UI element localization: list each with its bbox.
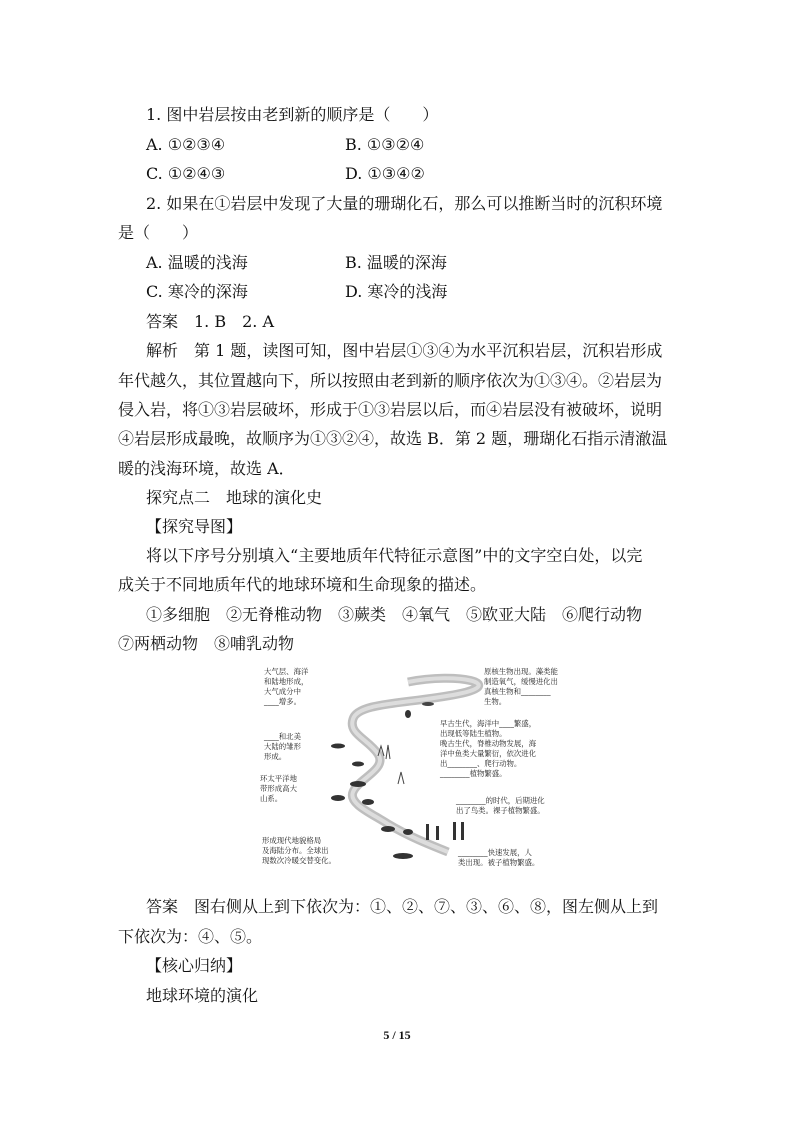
question-2-option-b: B. 温暖的深海 [345, 253, 447, 272]
question-1-option-d: D. ①③④② [345, 164, 425, 183]
options-line: ①多细胞 ②无脊椎动物 ③蕨类 ④氧气 ⑤欧亚大陆 ⑥爬行动物 [146, 605, 643, 624]
mammal-icon [403, 829, 413, 835]
core-subtitle: 地球环境的演化 [146, 986, 259, 1005]
core-title: 【核心归纳】 [146, 956, 243, 975]
geologic-time-figure [258, 664, 576, 876]
question-1-option-b: B. ①③②④ [345, 135, 425, 154]
question-2-option-a: A. 温暖的浅海 [146, 253, 248, 272]
human-icon [461, 822, 464, 840]
guide-text: 将以下序号分别填入“主要地质年代特征示意图”中的文字空白处，以完 [146, 546, 643, 565]
question-2-option-d: D. 寒冷的浅海 [345, 282, 448, 301]
planet-icon [405, 710, 411, 718]
mammal-icon [381, 826, 395, 832]
human-icon [436, 826, 439, 840]
figure-label-right-top: 原核生物出现。藻类能 制造氧气，缓慢进化出 真核生物和________ 生物。 [484, 667, 558, 706]
dinosaur-icon [331, 795, 345, 801]
figure-label-left-mid2: 环太平洋地 带形成高大 山系。 [260, 774, 297, 803]
question-2-option-c: C. 寒冷的深海 [146, 282, 248, 301]
figure-label-left-top: 大气层、海洋 和陆地形成， 大气成分中 ____增多。 [264, 667, 309, 706]
fish-icon [422, 702, 434, 706]
answer-1: 答案 1. B 2. A [146, 312, 275, 331]
analysis-line: 暖的浅海环境，故选 A． [118, 459, 295, 478]
section-title: 探究点二 地球的演化史 [146, 488, 323, 507]
analysis-line: ④岩层形成最晚，故顺序为①③②④，故选 B．第 2 题，珊瑚化石指示清澈温 [118, 429, 668, 448]
figure-label-right-mid: 早古生代，海洋中____繁盛， 出现低等陆生植物。 晚古生代，脊椎动物发展，海 洋中鱼类大量繁衍，依次进化 出________、爬行动物。 ________植物繁盛。 [440, 719, 537, 778]
analysis-line: 侵入岩，将①③岩层破坏，形成于①③岩层以后，而④岩层没有被破坏，说明 [118, 400, 663, 419]
page-number: 5 / 15 [383, 1028, 411, 1042]
human-icon [453, 822, 456, 840]
guide-title: 【探究导图】 [146, 517, 243, 536]
reptile-icon [350, 781, 366, 787]
fish-icon [331, 744, 345, 749]
figure-label-right-mid2: ________的时代，后期进化 出了鸟类。裸子植物繁盛。 [456, 796, 545, 815]
figure-label-left-mid1: ____和北美 大陆的雏形 形成。 [264, 732, 301, 761]
question-2-stem: 2. 如果在①岩层中发现了大量的珊瑚化石，那么可以推断当时的沉积环境 [146, 194, 663, 213]
answer-2-cont: 下依次为：④、⑤。 [118, 927, 263, 946]
question-1-option-a: A. ①②③④ [146, 135, 226, 154]
analysis-line: 年代越久，其位置越向下，所以按照由老到新的顺序依次为①③④。②岩层为 [118, 371, 663, 390]
question-1-option-c: C. ①②④③ [146, 164, 226, 183]
amphibian-icon [352, 762, 364, 767]
question-2-stem-cont: 是（ ） [118, 223, 199, 242]
question-1-stem: 1. 图中岩层按由老到新的顺序是（ ） [146, 105, 439, 124]
dinosaur-icon [362, 799, 374, 805]
human-icon [426, 824, 429, 840]
figure-label-right-bottom: ________快速发展，人 类出现。被子植物繁盛。 [458, 848, 540, 867]
tree-icon [398, 772, 404, 784]
analysis-line: 解析 第 1 题，读图可知，图中岩层①③④为水平沉积岩层，沉积岩形成 [146, 341, 663, 360]
guide-text: 成关于不同地质年代的地球环境和生命现象的描述。 [118, 575, 487, 594]
figure-label-left-bottom: 形成现代地貌格局 及海陆分布。全球出 现数次冷暖交替变化。 [262, 836, 336, 865]
answer-2: 答案 图右侧从上到下依次为：①、②、⑦、③、⑥、⑧，图左侧从上到 [146, 897, 659, 916]
options-line: ⑦两栖动物 ⑧哺乳动物 [118, 634, 295, 653]
whale-icon [393, 853, 413, 859]
